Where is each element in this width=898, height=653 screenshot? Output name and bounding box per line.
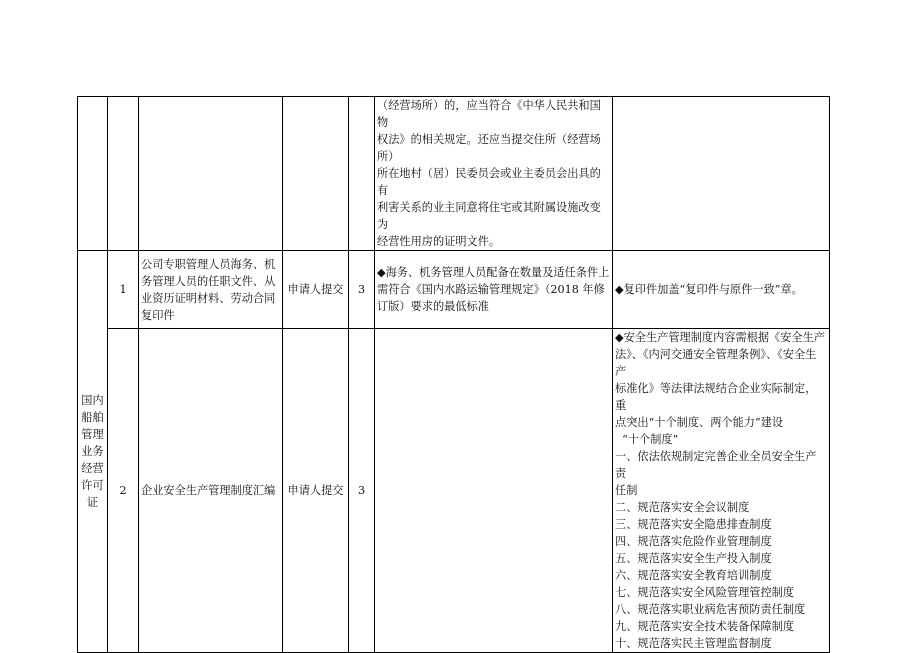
material-source: 申请人提交: [283, 329, 349, 653]
note-line: 七、规范落实安全风险管理管控制度: [615, 586, 795, 599]
note-line: 任制: [615, 484, 638, 497]
category-char: 经营: [81, 462, 104, 475]
source-cell-continued: [283, 97, 349, 251]
number-cell-continued: [108, 97, 139, 251]
requirement-text: [375, 329, 613, 653]
category-char: 船舶: [81, 411, 104, 424]
note-line: 十、规范落实民主管理监督制度: [615, 637, 772, 650]
category-char: 国内: [81, 394, 104, 407]
requirement-line: （经营场所）的，应当符合《中华人民共和国物: [377, 99, 601, 129]
note-text: ◆复印件加盖“复印件与原件一致”章。: [613, 251, 830, 329]
table-row: [78, 251, 830, 329]
category-char: 证: [86, 496, 99, 509]
row-number: 1: [108, 251, 139, 329]
note-line: 一、依法依规制定完善企业全员安全生产责: [615, 450, 817, 480]
table-row: [78, 329, 830, 653]
copies-count: 3: [349, 251, 375, 329]
category-cell: [78, 251, 108, 653]
note-line: ◆安全生产管理制度内容需根据《安全生产: [615, 331, 825, 344]
requirement-cell-continued: [375, 97, 613, 251]
note-line: 八、规范落实职业病危害预防责任制度: [615, 603, 806, 616]
category-char: 管理: [81, 428, 104, 441]
note-cell: [613, 329, 830, 653]
note-line: 三、规范落实安全隐患排查制度: [615, 518, 772, 531]
note-line: 标准化》等法律法规结合企业实际制定，重: [615, 382, 817, 412]
material-name: 公司专职管理人员海务、机务管理人员的任职文件、从业资历证明材料、劳动合同复印件: [139, 251, 283, 329]
row-number: 2: [108, 329, 139, 653]
document-table: [77, 96, 830, 653]
copies-count: 3: [349, 329, 375, 653]
requirement-line: 经营性用房的证明文件。: [377, 235, 501, 248]
note-line: 二、规范落实安全会议制度: [615, 501, 750, 514]
category-char: 许可: [81, 479, 104, 492]
material-cell-continued: [139, 97, 283, 251]
note-line: “十个制度”: [615, 433, 679, 446]
note-cell-continued: [613, 97, 830, 251]
requirement-line: 权法》的相关规定。还应当提交住所（经营场所）: [377, 133, 601, 163]
requirement-line: 所在地村（居）民委员会或业主委员会出具的有: [377, 167, 601, 197]
category-char: 业务: [81, 445, 104, 458]
material-source: 申请人提交: [283, 251, 349, 329]
requirement-line: 利害关系的业主同意将住宅或其附属设施改变为: [377, 201, 601, 231]
table-row: [78, 97, 830, 251]
note-line: 五、规范落实安全生产投入制度: [615, 552, 772, 565]
note-line: 点突出“十个制度、两个能力”建设: [615, 416, 784, 429]
note-line: 九、规范落实安全技术装备保障制度: [615, 620, 795, 633]
requirement-text: ◆海务、机务管理人员配备在数量及适任条件上需符合《国内水路运输管理规定》（2018 年修订版）要求的最低标准: [375, 251, 613, 329]
note-line: 法》、《内河交通安全管理条例》、《安全生产: [615, 348, 817, 378]
category-cell-continued: [78, 97, 108, 251]
note-line: 四、规范落实危险作业管理制度: [615, 535, 772, 548]
note-line: 六、规范落实安全教育培训制度: [615, 569, 772, 582]
material-name: 企业安全生产管理制度汇编: [139, 329, 283, 653]
copies-cell-continued: [349, 97, 375, 251]
